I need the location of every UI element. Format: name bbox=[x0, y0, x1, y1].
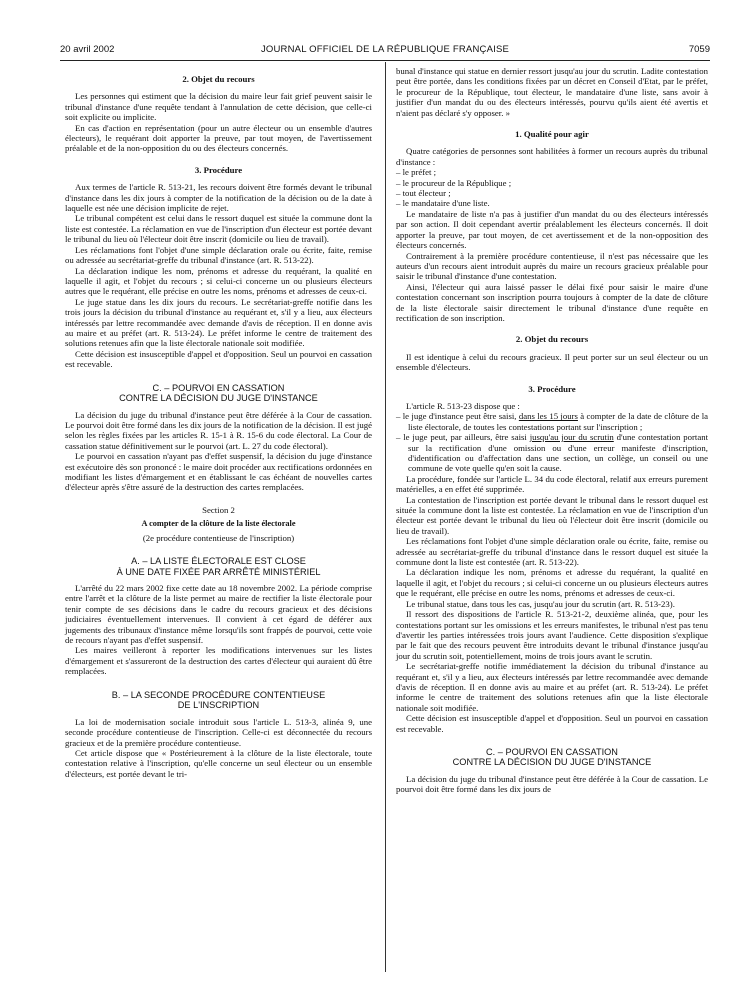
column-divider bbox=[385, 62, 386, 972]
paragraph: Contrairement à la première procédure contentieuse, il n'est pas nécessaire que les auteurs d'un recours aient introduit auprès du maire un recours gracieux préalable pour saisir le tribunal d'instance d'une contestation. bbox=[396, 250, 708, 282]
heading-pourvoi-en-cassation bbox=[396, 747, 708, 768]
paragraph: Les réclamations font l'objet d'une simple déclaration orale ou écrite, faite, remise ou adressée au secrétariat-greffe du tribunal d'instance (art. R. 513-22). bbox=[65, 244, 372, 266]
paragraph: Les maires veilleront à reporter les modifications intervenues sur les listes d'émargement et s'assureront de la destruction des cartes d'électeur qui auraient dû être remplacées. bbox=[65, 645, 372, 677]
paragraph: La décision du juge du tribunal d'instance peut être déférée à la Cour de cassation. Le pourvoi doit être formé dans les dix jours de la notification de la décision. Il est jugé selon les règles fixées par les articles R. 15-1 à R. 15-6 du code électoral. La Cour de cassation statue définitivement sur le pourvoi (art. L. 27 du code électoral). bbox=[65, 409, 372, 451]
page-header bbox=[60, 44, 710, 58]
paragraph: Les personnes qui estiment que la décision du maire leur fait grief peuvent saisir le tribunal d'instance d'une requête tendant à l'annulation de cette décision, que celle-ci soit explicite ou implicite. bbox=[65, 91, 372, 123]
paragraph: Cette décision est insusceptible d'appel et d'opposition. Seul un pourvoi en cassation est recevable. bbox=[396, 713, 708, 734]
heading-seconde-procedure bbox=[65, 690, 372, 711]
section-subtitle: A compter de la clôture de la liste électorale bbox=[141, 519, 296, 529]
list-item-text: le juge d'instance peut être saisi, bbox=[402, 411, 519, 422]
heading-line: À UNE DATE FIXÉE PAR ARRÊTÉ MINISTÉRIEL bbox=[116, 566, 321, 577]
paragraph: L'article R. 513-23 dispose que : bbox=[406, 400, 520, 411]
header-journal-title: JOURNAL OFFICIEL DE LA RÉPUBLIQUE FRANÇAISE bbox=[260, 44, 510, 55]
paragraph: Les réclamations font l'objet d'une simple déclaration orale ou écrite, faite, remise ou adressée au secrétariat-greffe du tribunal d'instance dans le ressort duquel est située la commune dont la liste est contestée (art. R. 513-22). bbox=[396, 536, 708, 568]
paragraph: Aux termes de l'article R. 513-21, les recours doivent être formés devant le tribunal d'instance dans les dix jours à compter de la notification de la décision ou de la date à laquelle est née une décision implicite de rejet. bbox=[65, 182, 372, 214]
paragraph: Le juge statue dans les dix jours du recours. Le secrétariat-greffe notifie dans les trois jours la décision du tribunal d'instance au requérant et, s'il y a lieu, aux électeurs intéressés par lettre recommandée avec demande d'avis de réception. Il en donne avis au maire et au préfet (art. R. 513-24). Le préfet informe le centre de traitement des solutions retenues afin que la liste électorale nationale soit modifiée. bbox=[65, 296, 372, 349]
paragraph: En cas d'action en représentation (pour un autre électeur ou un ensemble d'autres électeurs), le requérant doit apporter la preuve, par tout moyen, de l'avertissement préalable et de la non-opposition du ou des électeurs concernés. bbox=[65, 122, 372, 154]
paragraph: Il est identique à celui du recours gracieux. Il peut porter sur un seul électeur ou un ensemble d'électeurs. bbox=[396, 351, 708, 373]
paragraph: Quatre catégories de personnes sont habilitées à former un recours auprès du tribunal d'instance : bbox=[396, 146, 708, 167]
heading-objet-du-recours: 2. Objet du recours bbox=[515, 334, 589, 345]
paragraph: La décision du juge du tribunal d'instance peut être déférée à la Cour de cassation. Le pourvoi doit être formé dans les dix jours de bbox=[396, 773, 708, 795]
paragraph: La contestation de l'inscription est portée devant le tribunal dans le ressort duquel est située la commune dont la liste est contestée. La réclamation en vue de l'inscription d'un électeur est portée devant le tribunal du lieu où l'électeur doit être inscrit (domicile ou lieu de travail). bbox=[396, 494, 708, 536]
list-item: – le mandataire d'une liste. bbox=[396, 198, 708, 208]
left-column bbox=[65, 74, 372, 779]
right-column bbox=[396, 66, 708, 795]
list-item-text: d'une contestation portant sur la rectification d'une omission ou d'une erreur manifeste d'inscription, d'identification ou d'affectation dans une section, un collège, un conseil ou une commune de vote quelle qu'en soit la cause. bbox=[408, 432, 709, 474]
underlined-delay: dans les 15 jours bbox=[518, 411, 578, 422]
heading-procedure: 3. Procédure bbox=[528, 383, 576, 394]
header-rule bbox=[60, 60, 710, 61]
paragraph: Il ressort des dispositions de l'article R. 513-21-2, deuxième alinéa, que, pour les contestations portant sur les omissions et les erreurs manifestes, le tribunal n'est pas tenu d'avertir les parties intéressées trois jours avant l'audience. Cette disposition s'explique par le fait que des recours peuvent être introduits devant le tribunal d'instance jusqu'au jour du scrutin soit, potentiellement, moins de trois jours avant le scrutin. bbox=[396, 609, 708, 661]
paragraph: La loi de modernisation sociale introduit sous l'article L. 513-3, alinéa 9, une seconde procédure contentieuse de l'inscription. Celle-ci est déconnectée du recours gracieux et de la première procédure contentieuse. bbox=[65, 716, 372, 748]
section-title: Section 2 bbox=[202, 504, 235, 515]
qualite-list bbox=[396, 167, 708, 209]
paragraph: Cette décision est insusceptible d'appel et d'opposition. Seul un pourvoi en cassation est recevable. bbox=[65, 348, 372, 370]
paragraph: Le pourvoi en cassation n'ayant pas d'effet suspensif, la décision du juge d'instance est exécutoire dès son prononcé : le maire doit procéder aux rectifications ordonnées en modifiant les listes d'émargement et en établissant le cas échéant de nouvelles cartes d'électeur après s'être assuré de la destruction des cartes remplacées. bbox=[65, 451, 372, 493]
list-item-text: le juge peut, par ailleurs, être saisi bbox=[403, 432, 530, 443]
list-item: – tout électeur ; bbox=[396, 188, 708, 198]
header-date: 20 avril 2002 bbox=[60, 44, 115, 55]
paragraph: Le mandataire de liste n'a pas à justifier d'un mandat du ou des électeurs intéressés par son action. Il doit cependant avertir préalablement les électeurs concernés. Il doit apporter la preuve, par tout moyen, de cet avertissement et de la non-opposition des électeurs concernés. bbox=[396, 208, 708, 251]
paragraph: Cet article dispose que « Postérieurement à la clôture de la liste électorale, toute contestation relative à l'inscription, qu'elle concerne un seul électeur ou un ensemble d'électeurs, est portée devant le tri- bbox=[65, 747, 372, 779]
paragraph: Ainsi, l'électeur qui aura laissé passer le délai fixé pour saisir le maire d'une contestation concernant son inscription pourra toujours à compter de la date de clôture de la liste électorale saisir directement le tribunal d'instance d'une requête en rectification de son inscription. bbox=[396, 281, 708, 323]
heading-line: A. – LA LISTE ÉLECTORALE EST CLOSE bbox=[131, 556, 306, 567]
paragraph-continued: bunal d'instance qui statue en dernier ressort jusqu'au jour du scrutin. Ladite contestation peut être portée, dans les conditions fixées par un décret en Conseil d'Etat, par le préfet, le procureur de la République, tout électeur, le mandataire d'une liste, sans avoir à justifier d'un mandat du ou des électeurs intéressés, pourvu qu'ils aient été avertis et n'aient pas déclaré s'y opposer. » bbox=[396, 66, 708, 118]
heading-liste-electorale-close bbox=[65, 556, 372, 577]
paragraph: Le tribunal statue, dans tous les cas, jusqu'au jour du scrutin (art. R. 513-23). bbox=[406, 598, 675, 609]
list-item-text: à compter de la date de clôture de la liste électorale, de toutes les contestations portant sur l'inscription ; bbox=[408, 411, 709, 432]
heading-line: DE L'INSCRIPTION bbox=[177, 700, 260, 711]
procedure-list bbox=[396, 411, 708, 473]
heading-procedure: 3. Procédure bbox=[194, 164, 243, 175]
heading-pourvoi-en-cassation bbox=[65, 383, 372, 404]
list-item bbox=[396, 411, 708, 432]
underlined-delay: jusqu'au jour du scrutin bbox=[529, 432, 614, 443]
list-item bbox=[396, 432, 708, 474]
paragraph: Le tribunal compétent est celui dans le ressort duquel est située la commune dont la liste est contestée. La réclamation en vue de l'inscription d'un électeur est portée devant le tribunal du lieu où l'électeur doit être inscrit (domicile ou lieu de travail). bbox=[65, 213, 372, 245]
section-subtitle-note: (2e procédure contentieuse de l'inscription) bbox=[142, 532, 295, 543]
list-item: – le préfet ; bbox=[396, 167, 708, 177]
paragraph: La déclaration indique les nom, prénoms et adresse du requérant, la qualité en laquelle il agit, et l'objet du recours ; si celui-ci concerne un ou plusieurs électeurs autres que le requérant, elle précise en outre les noms, prénoms et adresses de ceux-ci. bbox=[396, 567, 708, 599]
heading-line: C. – POURVOI EN CASSATION bbox=[152, 382, 285, 393]
paragraph: La procédure, fondée sur l'article L. 34 du code électoral, relatif aux erreurs purement matérielles, a en effet été supprimée. bbox=[396, 473, 708, 495]
header-page-number: 7059 bbox=[688, 44, 710, 55]
heading-objet-du-recours: 2. Objet du recours bbox=[182, 74, 255, 84]
heading-line: B. – LA SECONDE PROCÉDURE CONTENTIEUSE bbox=[111, 689, 326, 700]
heading-line: CONTRE LA DÉCISION DU JUGE D'INSTANCE bbox=[452, 757, 652, 768]
paragraph: Le secrétariat-greffe notifie immédiatement la décision du tribunal d'instance au requérant et, s'il y a lieu, aux électeurs intéressés par lettre recommandée avec demande d'avis de réception. Il en donne avis au maire et au préfet (art. R. 513-24). Le préfet informe le centre de traitement des solutions retenues afin que la liste électorale nationale soit modifiée. bbox=[396, 661, 708, 713]
list-item: – le procureur de la République ; bbox=[396, 178, 708, 188]
paragraph: L'arrêté du 22 mars 2002 fixe cette date au 18 novembre 2002. La période comprise entre l'arrêt et la clôture de la liste permet au maire de rectifier la liste électorale pour tenir compte de ses décisions dans le cadre du recours gracieux et des décisions judiciaires éventuellement intervenues. Il convient à cet égard de déférer aux jugements des tribunaux d'instance même lorsqu'ils sont frappés de pourvoi, cette voie de recours n'ayant pas d'effet suspensif. bbox=[65, 583, 372, 646]
heading-line: CONTRE LA DÉCISION DU JUGE D'INSTANCE bbox=[119, 393, 318, 404]
paragraph: La déclaration indique les nom, prénoms et adresse du requérant, la qualité en laquelle il agit, et l'objet du recours ; si celui-ci concerne un ou plusieurs électeurs autres que le requérant, elle précise en outre les noms, prénoms et adresses de ceux-ci. bbox=[65, 265, 372, 297]
heading-line: C. – POURVOI EN CASSATION bbox=[486, 746, 618, 757]
heading-qualite-pour-agir: 1. Qualité pour agir bbox=[515, 129, 589, 140]
